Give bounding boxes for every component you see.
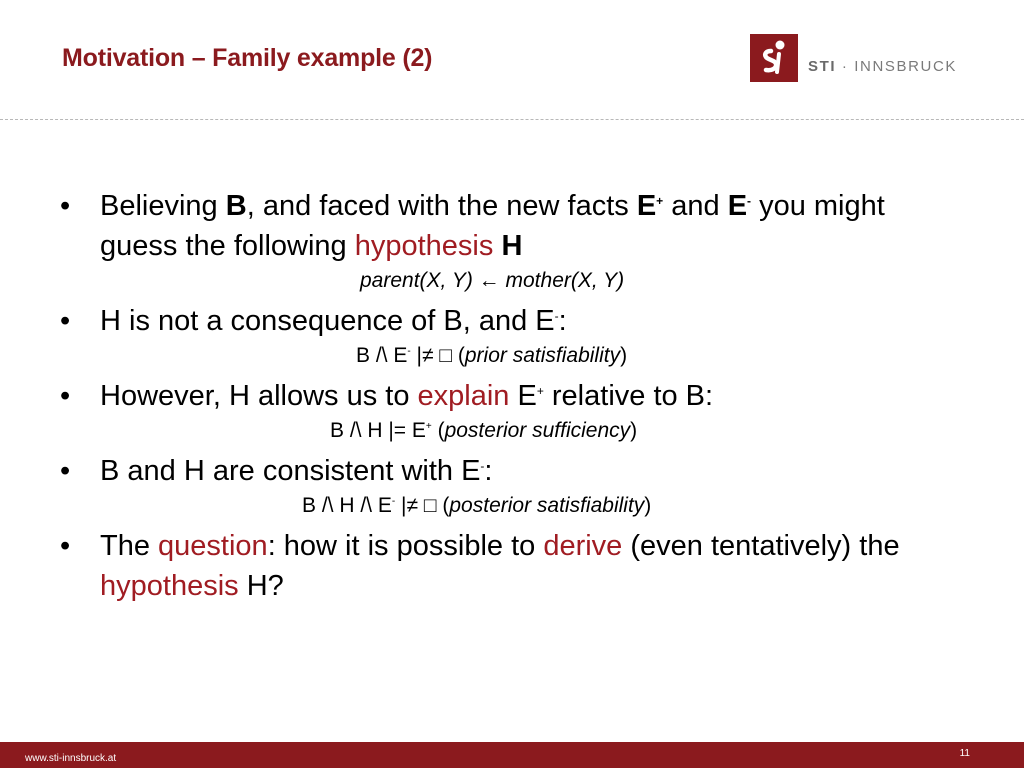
- formula-text: parent(X, Y) ← mother(X, Y): [360, 269, 625, 292]
- slide-title: Motivation – Family example (2): [62, 44, 433, 72]
- formula-text: B /\ H /\ E: [302, 494, 392, 517]
- superscript-minus: -: [747, 194, 752, 208]
- symbol-e: E: [727, 190, 748, 222]
- formula-text: ): [644, 494, 652, 517]
- bullet-dot: •: [60, 530, 71, 562]
- bullet-question: [60, 526, 960, 606]
- symbol-b: B: [225, 190, 247, 222]
- text: :: [558, 305, 567, 337]
- logo-separator: ·: [836, 58, 855, 75]
- symbol-e-minus: [728, 190, 751, 222]
- highlight-hypothesis: hypothesis: [354, 230, 494, 262]
- formula-text: ): [620, 344, 628, 367]
- text: H is not a consequence of B, and E: [100, 305, 555, 337]
- superscript-plus: +: [656, 194, 664, 208]
- superscript-minus: -: [391, 496, 396, 507]
- superscript-plus: +: [536, 384, 544, 398]
- formula-text: (: [431, 419, 445, 442]
- formula-label: posterior satisfiability: [449, 494, 645, 517]
- formula-text: |≠ □ (: [395, 494, 450, 517]
- formula-posterior-sufficiency: [60, 416, 960, 446]
- formula-text: B /\ H |= E: [330, 419, 426, 442]
- formula-posterior-satisfiability: [60, 491, 960, 521]
- bullet-dot: •: [60, 455, 71, 487]
- highlight-derive: derive: [543, 530, 623, 562]
- highlight-explain: explain: [417, 380, 510, 412]
- text: (even tentatively) the: [622, 530, 900, 562]
- header-divider: [0, 119, 1024, 120]
- symbol-h: H: [501, 230, 523, 262]
- text: However, H allows us to: [100, 380, 418, 412]
- symbol-e: E: [636, 190, 657, 222]
- logo-brand: STI: [808, 58, 837, 75]
- text: The: [100, 530, 159, 562]
- page-number: 11: [959, 748, 970, 759]
- bullet-however: [60, 376, 960, 416]
- slide-body: [60, 186, 960, 606]
- bullet-believing: [60, 186, 960, 266]
- text: , and faced with the new facts: [246, 190, 637, 222]
- superscript-minus: -: [407, 346, 411, 357]
- highlight-hypothesis: hypothesis: [100, 570, 239, 602]
- symbol-e-plus: [637, 190, 663, 222]
- formula-parent-mother: [60, 266, 960, 296]
- superscript-plus: +: [425, 421, 432, 432]
- text: and: [663, 190, 728, 222]
- text: you might guess the following: [100, 190, 885, 262]
- text: relative to B:: [543, 380, 714, 412]
- highlight-question: question: [158, 530, 268, 562]
- formula-prior-satisfiability: [60, 341, 960, 371]
- logo-city: INNSBRUCK: [854, 58, 958, 75]
- footer-bar: [0, 742, 1024, 768]
- formula-text: |≠ □ (: [410, 344, 465, 367]
- text: :: [484, 455, 493, 487]
- bullet-dot: •: [60, 190, 71, 222]
- text: H?: [238, 570, 284, 602]
- bullet-consistent: [60, 451, 960, 491]
- text: : how it is possible to: [267, 530, 544, 562]
- formula-label: prior satisfiability: [464, 344, 621, 367]
- logo-wordmark: [808, 58, 957, 75]
- sti-logo-icon: [750, 34, 798, 82]
- text: Believing: [100, 190, 226, 222]
- formula-label: posterior sufficiency: [444, 419, 631, 442]
- footer-url-link[interactable]: www.sti-innsbruck.at: [25, 753, 117, 764]
- formula-text: ): [630, 419, 638, 442]
- text: E: [509, 380, 537, 412]
- superscript-minus: -: [554, 309, 559, 323]
- bullet-dot: •: [60, 380, 71, 412]
- formula-text: B /\ E: [356, 344, 408, 367]
- bullet-dot: •: [60, 305, 71, 337]
- bullet-not-consequence: [60, 301, 960, 341]
- text: B and H are consistent with E: [100, 455, 481, 487]
- superscript-minus: -: [480, 459, 485, 473]
